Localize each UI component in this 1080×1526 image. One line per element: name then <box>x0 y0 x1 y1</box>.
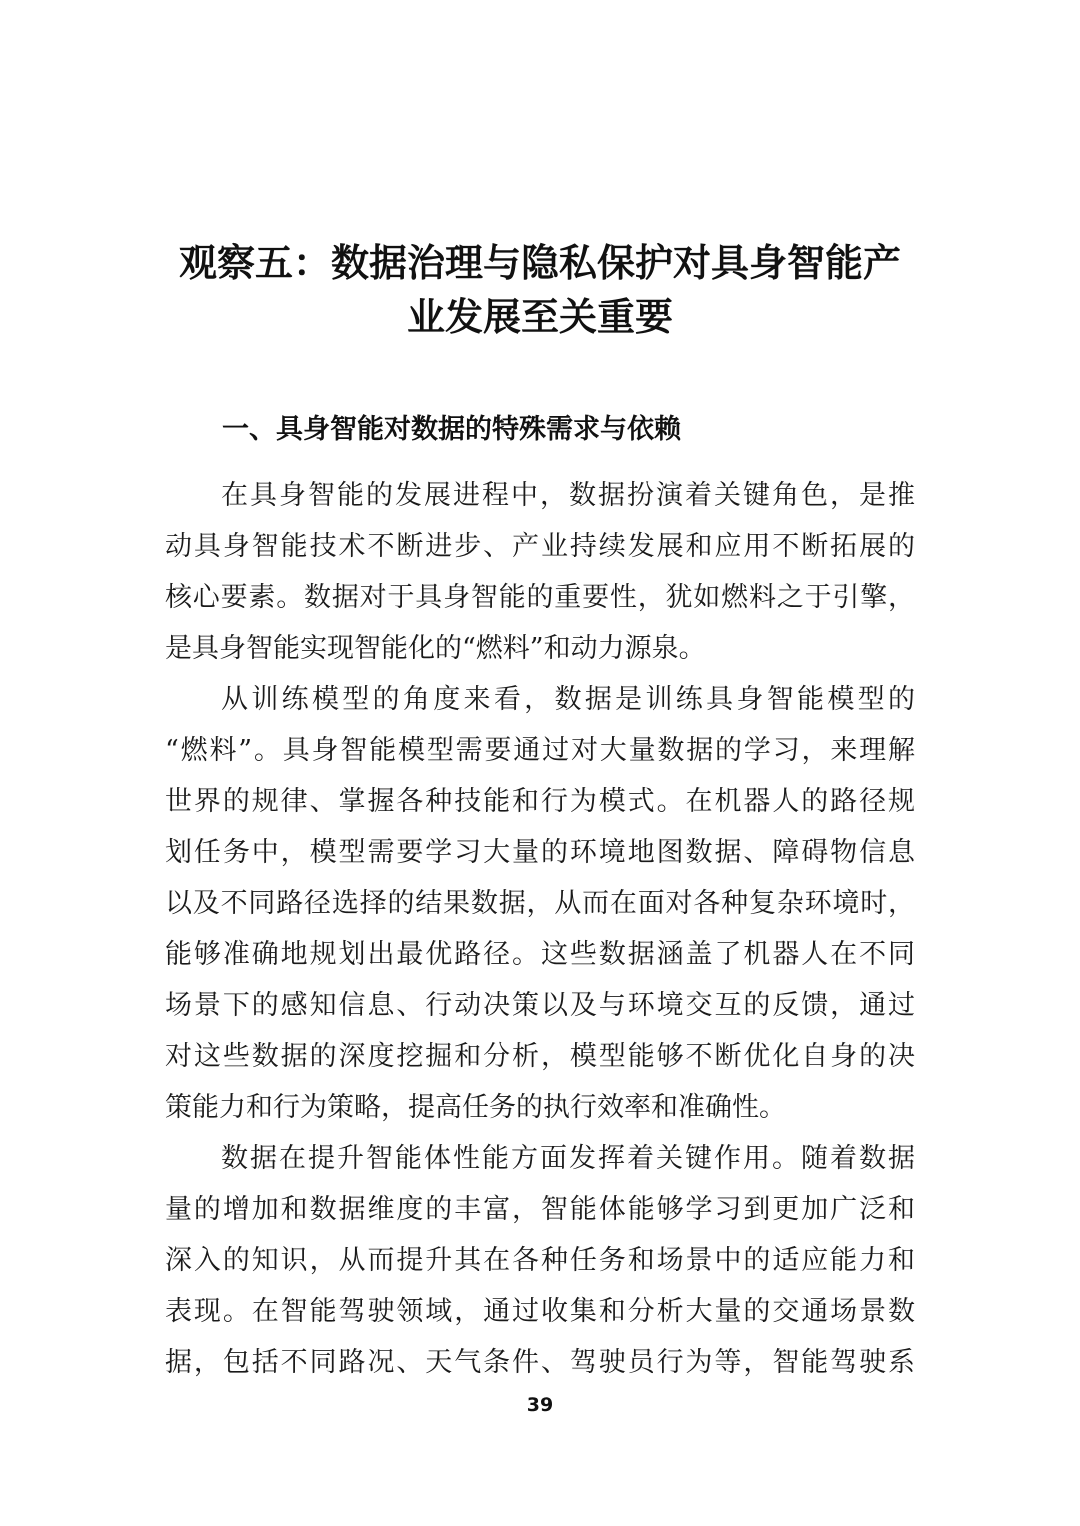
text-line: “燃料”。具身智能模型需要通过对大量数据的学习，来理解 <box>165 735 915 766</box>
paragraph <box>165 1133 925 1388</box>
title-line: 观察五：数据治理与隐私保护对具身智能产 <box>178 241 901 285</box>
text-line: 在具身智能的发展进程中，数据扮演着关键角色，是推 <box>221 480 915 511</box>
text-line: 以及不同路径选择的结果数据，从而在面对各种复杂环境时， <box>165 888 915 919</box>
text-line: 场景下的感知信息、行动决策以及与环境交互的反馈，通过 <box>165 990 915 1021</box>
text-line: 对这些数据的深度挖掘和分析，模型能够不断优化自身的决 <box>165 1041 915 1072</box>
text-line: 数据在提升智能体性能方面发挥着关键作用。随着数据 <box>221 1143 915 1174</box>
paragraph <box>165 470 925 674</box>
text-line: 核心要素。数据对于具身智能的重要性，犹如燃料之于引擎， <box>165 582 915 613</box>
text-line: 策能力和行为策略，提高任务的执行效率和准确性。 <box>165 1092 786 1123</box>
page-number: 39 <box>526 1394 554 1416</box>
body-text <box>165 470 925 1388</box>
text-line: 表现。在智能驾驶领域，通过收集和分析大量的交通场景数 <box>165 1296 915 1327</box>
paragraph <box>165 674 925 1133</box>
page-title <box>160 236 920 344</box>
text-line: 划任务中，模型需要学习大量的环境地图数据、障碍物信息 <box>165 837 915 868</box>
text-line: 量的增加和数据维度的丰富，智能体能够学习到更加广泛和 <box>165 1194 915 1225</box>
text-line: 从训练模型的角度来看，数据是训练具身智能模型的 <box>221 684 915 715</box>
text-line: 深入的知识，从而提升其在各种任务和场景中的适应能力和 <box>165 1245 915 1276</box>
text-line: 世界的规律、掌握各种技能和行为模式。在机器人的路径规 <box>165 786 915 817</box>
text-line: 能够准确地规划出最优路径。这些数据涵盖了机器人在不同 <box>165 939 915 970</box>
text-line: 据，包括不同路况、天气条件、驾驶员行为等，智能驾驶系 <box>165 1347 915 1378</box>
text-line: 动具身智能技术不断进步、产业持续发展和应用不断拓展的 <box>165 531 915 562</box>
title-line: 业发展至关重要 <box>406 295 673 339</box>
section-heading: 一、具身智能对数据的特殊需求与依赖 <box>222 414 681 445</box>
text-line: 是具身智能实现智能化的“燃料”和动力源泉。 <box>165 633 706 664</box>
